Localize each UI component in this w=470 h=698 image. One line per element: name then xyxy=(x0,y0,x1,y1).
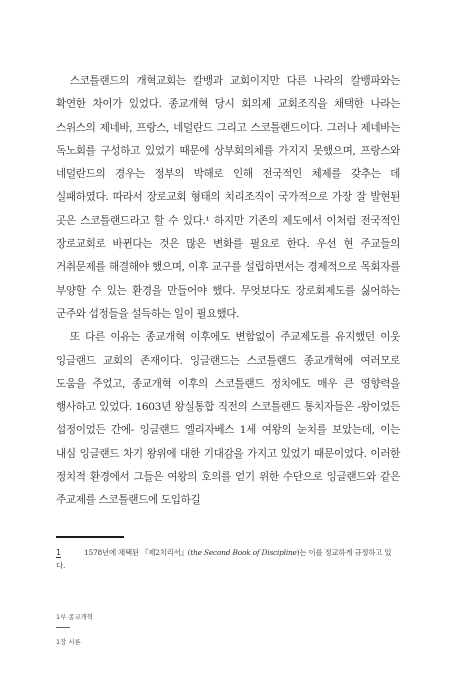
running-footer-rule xyxy=(56,627,70,628)
footnote xyxy=(56,547,400,572)
footnote-text-before: 1578년에 채택된 『제2치리서』( xyxy=(84,548,191,557)
footnote-separator xyxy=(56,536,124,538)
paragraph-2: 또 다른 이유는 종교개혁 이후에도 변함없이 주교제도를 유지했던 이웃 잉글랜드 교회의 존재이다. 잉글랜드는 스코틀랜드 종교개혁에 여러모로 도움을 주었고, 종교개혁 이후의 스코틀랜드 정치에도 매우 큰 영향력을 행사하고 있었다. 1603년 왕실통합 직전의 스코틀랜드 통치자들은 -왕이었든 섭정이었든 간에- 잉글랜드 엘리자베스 1세 여왕의 눈치를 보았는데, 이는 내심 잉글랜드 차기 왕위에 대한 기대감을 가지고 있었기 때문이었다. 이러한 정치적 환경에서 그들은 여왕의 호의를 얻기 위한 수단으로 잉글랜드와 같은 주교제를 스코틀랜드에 도입하길 xyxy=(56,331,400,507)
running-footer-part: 1부 종교개혁 xyxy=(56,613,93,621)
footnote-text-after: )는 이를 정교하게 규정하고 있다. xyxy=(56,548,392,570)
body-text xyxy=(56,70,400,513)
footnote-book-title: the Second Book of Discipline xyxy=(190,548,297,557)
paragraph-1: 스코틀랜드의 개혁교회는 칼뱅과 교회이지만 다른 나라의 칼뱅파와는 확연한 차이가 있었다. 종교개혁 당시 회의제 교회조직을 채택한 나라는 스위스의 제네바, 프랑스, 네덜란드 그리고 스코틀랜드이다. 그러나 제네바는 독노회를 구성하고 있었기 때문에 상부회의체를 가지지 못했으며, 프랑스와 네덜란드의 경우는 정부의 박해로 인해 전국적인 체제를 갖추는 데 실패하였다. 따라서 장로교회 형태의 치리조직이 국가적으로 가장 잘 발현된 곳은 스코틀랜드라고 할 수 있다.¹ 하지만 기존의 제도에서 이처럼 전국적인 장로교회로 바뀐다는 것은 많은 변화를 필요로 한다. 우선 현 주교들의 거취문제를 해결해야 했으며, 이후 교구를 설립하면서는 경제적으로 목회자를 부양할 수 있는 환경을 만들어야 했다. 무엇보다도 장로회제도를 싫어하는 군주와 섭정들을 설득하는 일이 필요했다. xyxy=(56,75,400,320)
running-footer-chapter: 1장 서론 xyxy=(56,638,81,646)
footnote-number: 1 xyxy=(56,548,61,557)
